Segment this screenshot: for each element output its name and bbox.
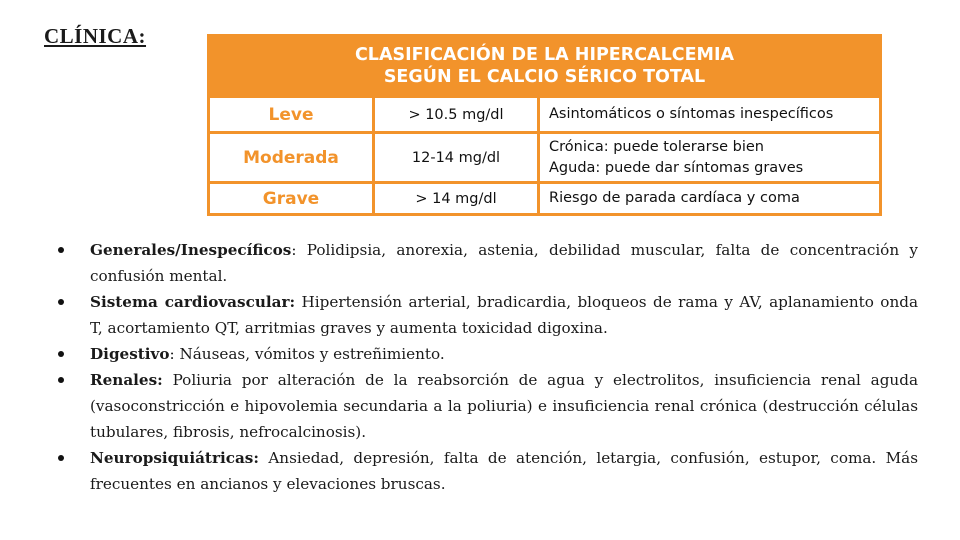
description-cell [539, 97, 881, 133]
table-header-line-1: CLASIFICACIÓN DE LA HIPERCALCEMIA [354, 45, 735, 65]
list-item [52, 289, 918, 341]
bullet-icon [58, 351, 64, 357]
description-cell [539, 183, 881, 215]
description-cell [539, 133, 881, 183]
list-item [52, 237, 918, 289]
slide-title: CLÍNICA: [44, 24, 147, 48]
severity-cell: Grave [209, 183, 374, 215]
calcium-level-cell: > 10.5 mg/dl [374, 97, 539, 133]
bullet-icon [58, 377, 64, 383]
table-header-line-2: SEGÚN EL CALCIO SÉRICO TOTAL [383, 67, 706, 87]
severity-cell: Leve [209, 97, 374, 133]
item-label: Sistema cardiovascular: [90, 293, 296, 311]
table-row [209, 183, 881, 215]
symptoms-list [52, 237, 918, 497]
calcium-level-cell: 12-14 mg/dl [374, 133, 539, 183]
bullet-icon [58, 247, 64, 253]
list-item [52, 367, 918, 445]
hypercalcemia-classification-table [207, 34, 882, 212]
table-row [209, 97, 881, 133]
table-row [209, 133, 881, 183]
bullet-icon [58, 299, 64, 305]
table-header [209, 36, 881, 97]
description-line: Crónica: puede tolerarse bien [549, 138, 765, 155]
description-line: Aguda: puede dar síntomas graves [549, 159, 804, 176]
item-label: Generales/Inespecíficos [90, 241, 292, 259]
bullet-icon [58, 455, 64, 461]
list-item [52, 445, 918, 497]
item-text: Ansiedad, depresión, falta de atención, letargia, confusión, estupor, coma. Más frecuentes en ancianos y elevaciones bruscas. [90, 449, 918, 493]
description-line: Asintomáticos o síntomas inespecíficos [549, 106, 834, 122]
list-item [52, 341, 918, 367]
item-text: Hipertensión arterial, bradicardia, bloqueos de rama y AV, aplanamiento onda T, acortamiento QT, arritmias graves y aumenta toxicidad digoxina. [90, 293, 918, 337]
item-text: : Polidipsia, anorexia, astenia, debilidad muscular, falta de concentración y confusión mental. [90, 241, 918, 285]
item-text: : Náuseas, vómitos y estreñimiento. [169, 345, 445, 363]
item-label: Renales: [90, 371, 163, 389]
item-text: Poliuria por alteración de la reabsorción de agua y electrolitos, insuficiencia renal aguda (vasoconstricción e hipovolemia secundaria a la poliuria) e insuficiencia renal crónica (destrucción células tubulares, fibrosis, nefrocalcinosis). [90, 371, 918, 441]
severity-cell: Moderada [209, 133, 374, 183]
description-line: Riesgo de parada cardíaca y coma [549, 190, 800, 206]
item-label: Digestivo [90, 345, 170, 363]
calcium-level-cell: > 14 mg/dl [374, 183, 539, 215]
item-label: Neuropsiquiátricas: [90, 449, 259, 467]
